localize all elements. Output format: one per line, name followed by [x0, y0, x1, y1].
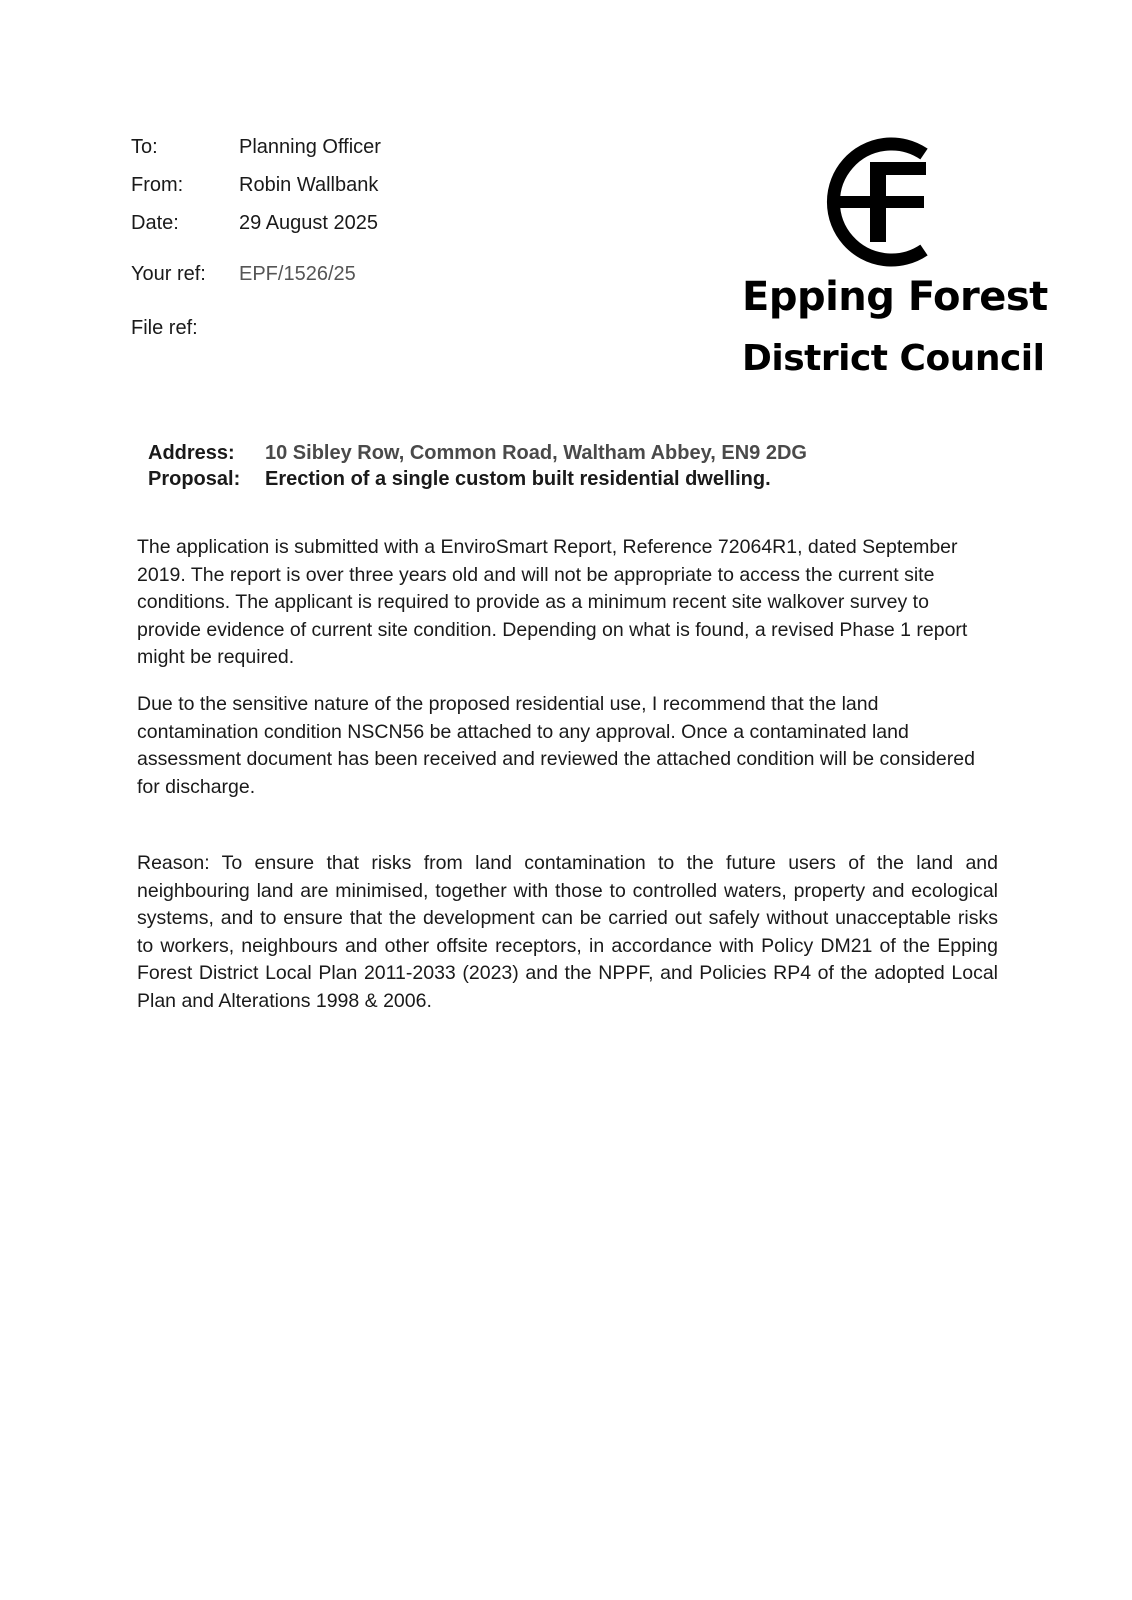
logo-title-line2: District Council: [742, 338, 1045, 379]
body-paragraph-2: Due to the sensitive nature of the proposed residential use, I recommend that the land contamination condition NSCN56 be attached to any approval. Once a contaminated land assessment document has been received and reviewed the attached condition will be considered for discharge.: [137, 693, 975, 798]
proposal-label: Proposal:: [148, 468, 241, 490]
date-value: 29 August 2025: [239, 212, 379, 234]
from-label: From:: [131, 174, 184, 196]
date-label: Date:: [131, 212, 179, 234]
proposal-value: Erection of a single custom built residential dwelling.: [265, 468, 771, 490]
proposal-row: [148, 466, 988, 492]
address-value: 10 Sibley Row, Common Road, Waltham Abbey, EN9 2DG: [265, 442, 807, 464]
to-label: To:: [131, 136, 158, 158]
file-ref-label: File ref:: [131, 317, 198, 339]
your-ref-value: EPF/1526/25: [239, 263, 356, 285]
efdc-logo-icon: [812, 132, 942, 272]
body-paragraph-reason: Reason: To ensure that risks from land contamination to the future users of the land and neighbouring land are minimised, together with those to controlled waters, property and ecological systems, and to ensure that the development can be carried out safely without unacceptable risks to workers, neighbours and other offsite receptors, in accordance with Policy DM21 of the Epping Forest District Local Plan 2011-2033 (2023) and the NPPF, and Policies RP4 of the adopted Local Plan and Alterations 1998 & 2006.: [137, 852, 998, 1012]
council-logo: [742, 132, 1072, 392]
from-value: Robin Wallbank: [239, 174, 379, 196]
address-label: Address:: [148, 442, 235, 464]
address-row: [148, 440, 988, 466]
subject-block: [148, 440, 988, 492]
your-ref-label: Your ref:: [131, 263, 206, 285]
to-value: Planning Officer: [239, 136, 381, 158]
body-paragraph-1: The application is submitted with a EnviroSmart Report, Reference 72064R1, dated September 2019. The report is over three years old and will not be appropriate to access the current site conditions. The applicant is required to provide as a minimum recent site walkover survey to provide evidence of current site condition. Depending on what is found, a revised Phase 1 report might be required.: [137, 536, 968, 668]
logo-title-line1: Epping Forest: [742, 274, 1048, 320]
